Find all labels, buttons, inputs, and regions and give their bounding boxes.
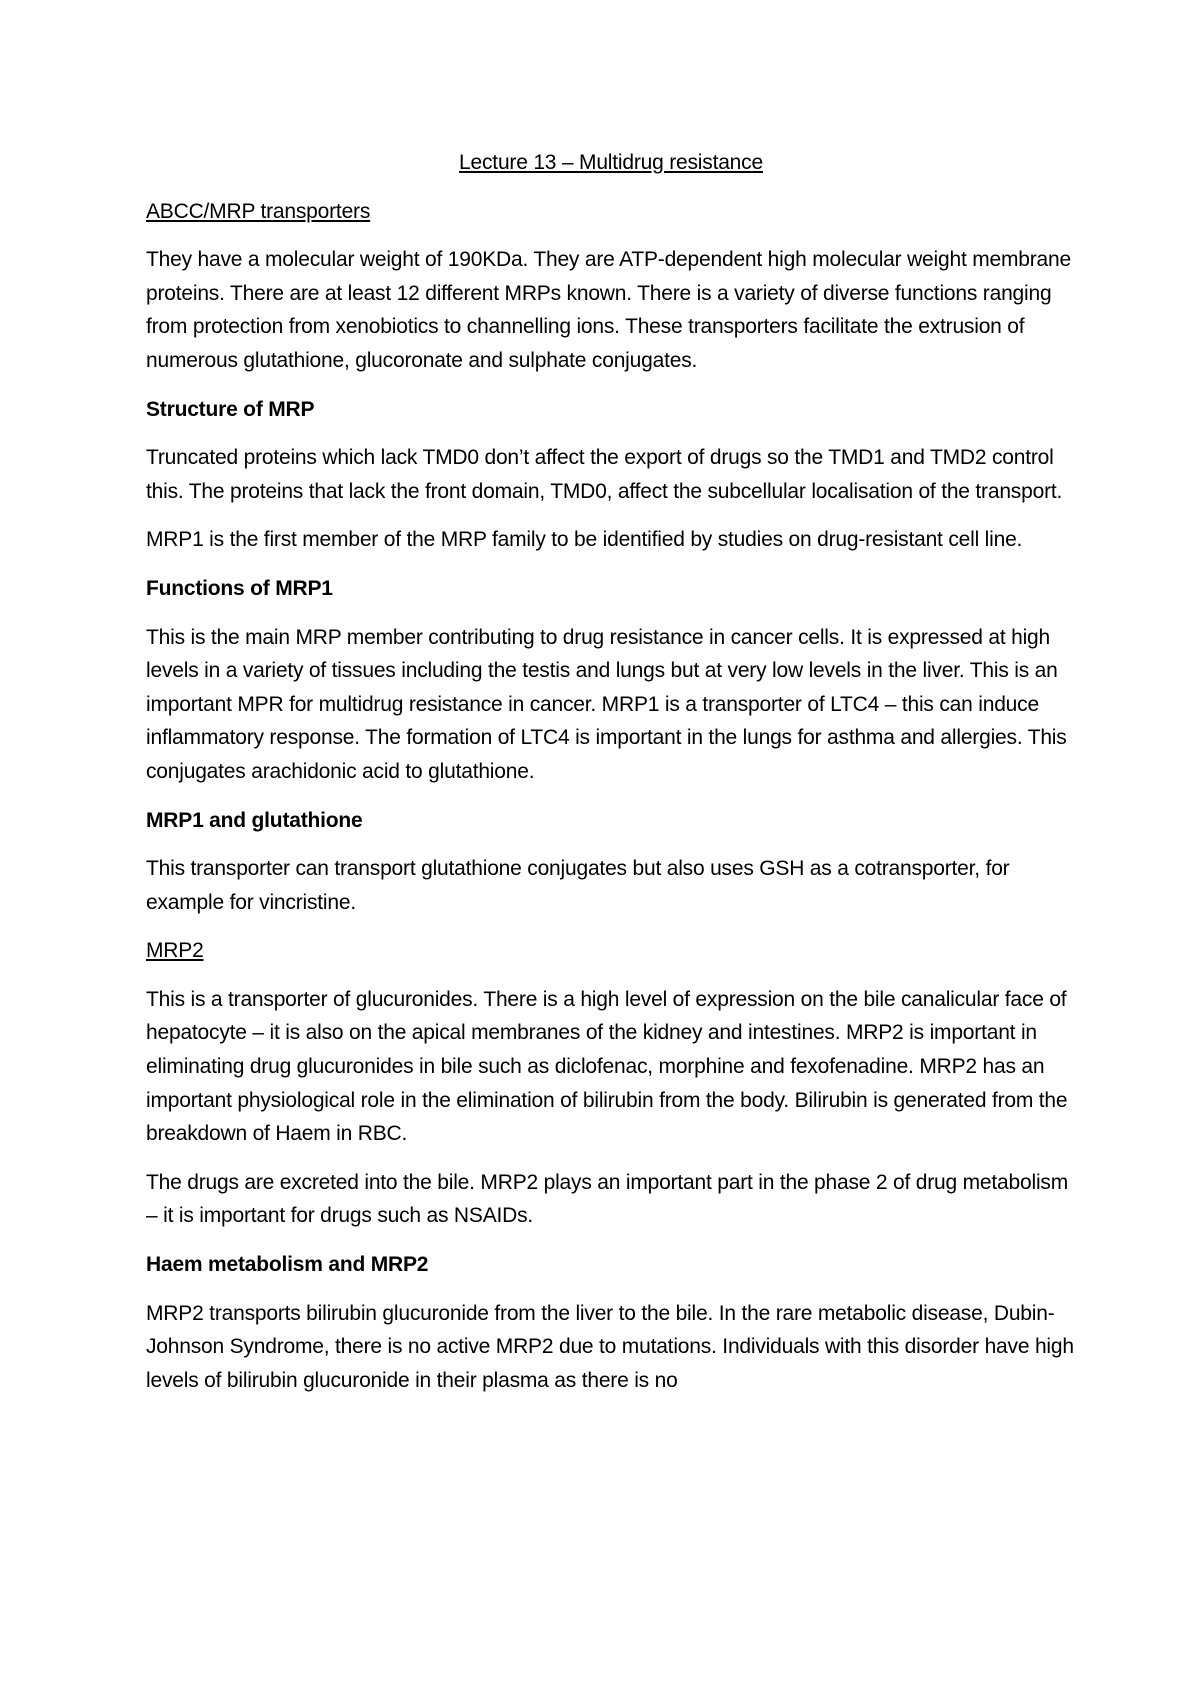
paragraph-abcc-1: They have a molecular weight of 190KDa. They are ATP-dependent high molecular weight membrane proteins. There are at least 12 different MRPs known. There is a variety of diverse functions ranging from protection from xenobiotics to channelling ions. These transporters facilitate the extrusion of numerous glutathione, glucoronate and sulphate conjugates. [146, 248, 1071, 372]
paragraph-structure-1: Truncated proteins which lack TMD0 don’t affect the export of drugs so the TMD1 and TMD2 control this. The proteins that lack the front domain, TMD0, affect the subcellular localisation of the transport. [146, 446, 1063, 503]
paragraph-mrp1-glutathione-1: This transporter can transport glutathione conjugates but also uses GSH as a cotransporter, for example for vincristine. [146, 857, 1010, 914]
paragraph-mrp2-1: This is a transporter of glucuronides. There is a high level of expression on the bile canalicular face of hepatocyte – it is also on the apical membranes of the kidney and intestines. MRP2 is important in eliminating drug glucuronides in bile such as diclofenac, morphine and fexofenadine. MRP2 has an important physiological role in the elimination of bilirubin from the body. Bilirubin is generated from the breakdown of Haem in RBC. [146, 987, 1068, 1146]
page-title: Lecture 13 – Multidrug resistance [459, 151, 763, 174]
section-heading-mrp1-glutathione: MRP1 and glutathione [146, 808, 363, 832]
section-heading-structure: Structure of MRP [146, 397, 315, 421]
document-body [146, 146, 1076, 1412]
section-heading-mrp2: MRP2 [146, 939, 204, 963]
paragraph-structure-2: MRP1 is the first member of the MRP family to be identified by studies on drug-resistant cell line. [146, 528, 1023, 552]
paragraph-haem-1: MRP2 transports bilirubin glucuronide from the liver to the bile. In the rare metabolic disease, Dubin-Johnson Syndrome, there is no active MRP2 due to mutations. Individuals with this disorder have high levels of bilirubin glucuronide in their plasma as there is no [146, 1301, 1074, 1392]
section-heading-abcc: ABCC/MRP transporters [146, 199, 371, 223]
section-heading-functions-mrp1: Functions of MRP1 [146, 576, 333, 600]
section-heading-haem: Haem metabolism and MRP2 [146, 1253, 429, 1277]
paragraph-mrp2-2: The drugs are excreted into the bile. MRP2 plays an important part in the phase 2 of drug metabolism – it is important for drugs such as NSAIDs. [146, 1170, 1069, 1228]
paragraph-functions-mrp1-1: This is the main MRP member contributing to drug resistance in cancer cells. It is expressed at high levels in a variety of tissues including the testis and lungs but at very low levels in the liver. This is an important MPR for multidrug resistance in cancer. MRP1 is a transporter of LTC4 – this can induce inflammatory response. The formation of LTC4 is important in the lungs for asthma and allergies. This conjugates arachidonic acid to glutathione. [146, 625, 1067, 783]
